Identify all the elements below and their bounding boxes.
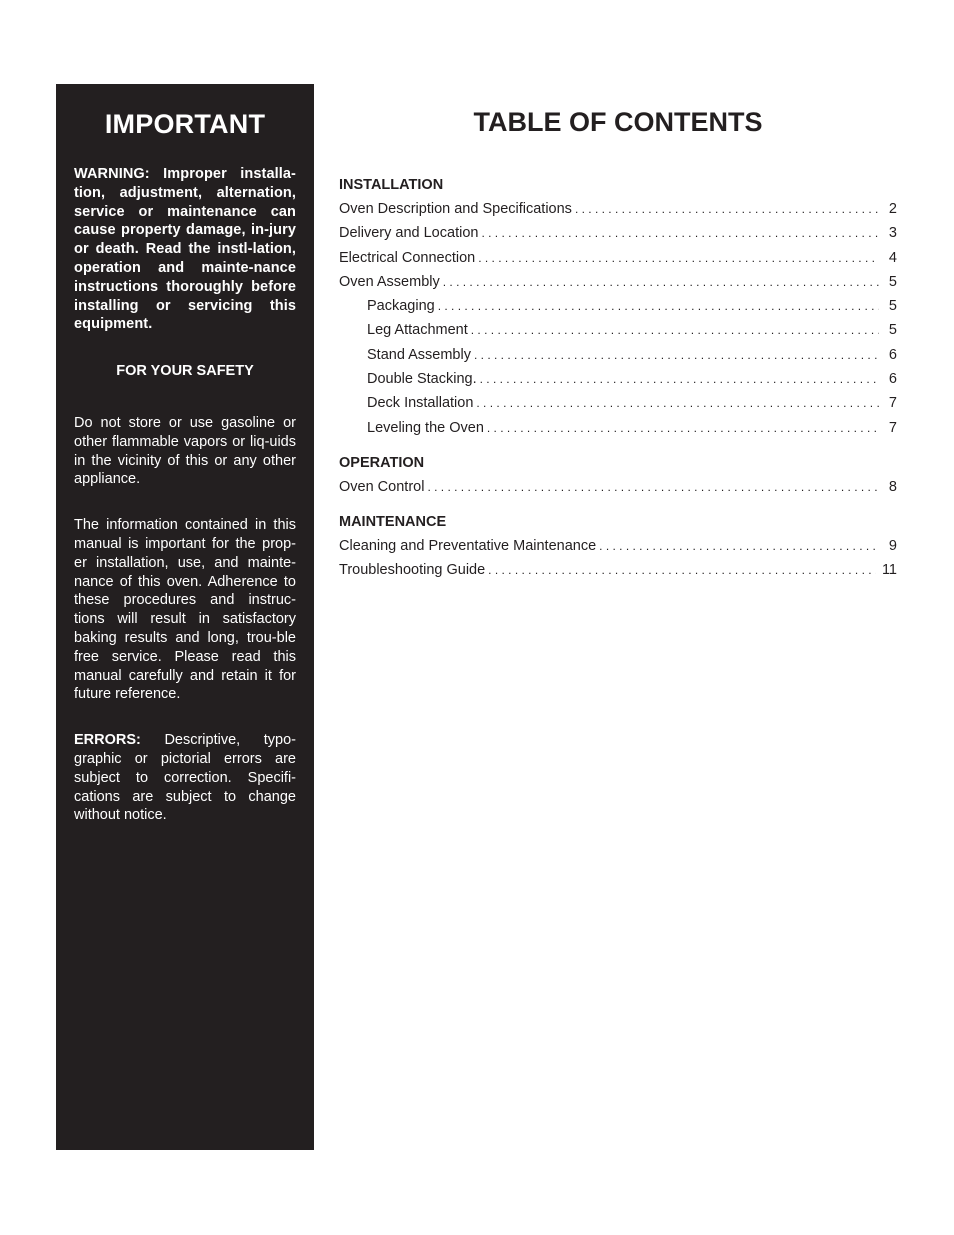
toc-entry-page: 5 — [888, 298, 897, 315]
table-of-contents — [339, 84, 897, 579]
toc-entry-page: 3 — [888, 225, 897, 242]
errors-text: Descriptive, typo-graphic or pictorial errors are subject to correction. Specifi-cations are subject to change without notice. — [74, 732, 296, 824]
toc-section-maintenance: MAINTENANCE — [339, 513, 447, 530]
toc-entry[interactable] — [339, 561, 897, 579]
toc-entry[interactable] — [339, 537, 897, 555]
sidebar-title: IMPORTANT — [104, 109, 266, 139]
toc-entry-label: Packaging — [367, 298, 435, 315]
toc-entry-label: Double Stacking. — [367, 371, 477, 388]
toc-entry[interactable] — [339, 224, 897, 242]
toc-entry-page: 9 — [888, 537, 897, 554]
dot-leader — [478, 249, 879, 267]
toc-entry-label: Leveling the Oven — [367, 419, 484, 436]
dot-leader — [488, 561, 876, 579]
dot-leader — [476, 394, 879, 412]
toc-entry-label: Oven Control — [339, 478, 425, 495]
toc-entry-page: 5 — [888, 273, 897, 290]
errors-lead: ERRORS: — [74, 732, 141, 749]
dot-leader — [474, 346, 879, 364]
toc-entry-label: Troubleshooting Guide — [339, 561, 486, 578]
dot-leader — [575, 200, 879, 218]
toc-entry-page: 6 — [888, 346, 897, 363]
dot-leader — [427, 478, 879, 496]
safety-heading: FOR YOUR SAFETY — [116, 363, 254, 380]
toc-entry-page: 2 — [888, 201, 897, 217]
toc-subentry[interactable] — [339, 370, 897, 388]
toc-entry-page: 6 — [888, 371, 897, 388]
toc-entry[interactable] — [339, 273, 897, 291]
dot-leader — [471, 321, 879, 339]
warning-text: WARNING: Improper installa-tion, adjustment, alternation, service or maintenance can cause property damage, in-jury or death. Read the instl-lation, operation and mainte-nance instructions thoroughly before installing or servicing this equipment. — [74, 166, 296, 333]
toc-subentry[interactable] — [339, 394, 897, 412]
toc-entry-label: Electrical Connection — [339, 249, 476, 266]
toc-entry[interactable] — [339, 478, 897, 496]
toc-entry-page: 7 — [888, 419, 897, 436]
toc-entry-label: Stand Assembly — [367, 346, 471, 363]
toc-section-operation: OPERATION — [339, 454, 425, 471]
dot-leader — [443, 273, 879, 291]
toc-subentry[interactable] — [339, 297, 897, 315]
dot-leader — [480, 370, 879, 388]
manual-information-text: The information contained in this manual is important for the prop-er installation, use, and mainte-nance of this oven. Adherence to these procedures and instruc-tions will result in satisfactory baking results and long, trou-ble free service. Please read this manual carefully and retain it for future reference. — [74, 517, 296, 703]
toc-entry-label: Deck Installation — [367, 395, 474, 412]
dot-leader — [438, 297, 879, 315]
dot-leader — [487, 419, 879, 437]
toc-entry-label: Oven Description and Specifications — [339, 201, 572, 217]
toc-entry-label: Delivery and Location — [339, 225, 479, 242]
toc-subentry[interactable] — [339, 419, 897, 437]
toc-entry-page: 5 — [888, 322, 897, 339]
toc-entry-page: 8 — [888, 478, 897, 495]
toc-entry-page: 4 — [888, 249, 897, 266]
toc-entry-label: Leg Attachment — [367, 322, 468, 339]
toc-subentry[interactable] — [339, 346, 897, 364]
toc-entry-label: Cleaning and Preventative Maintenance — [339, 537, 597, 554]
gasoline-warning-text: Do not store or use gasoline or other flammable vapors or liq-uids in the vicinity of this or any other appliance. — [74, 414, 296, 488]
toc-entry[interactable] — [339, 249, 897, 267]
toc-section-installation: INSTALLATION — [339, 177, 444, 193]
dot-leader — [481, 224, 879, 242]
dot-leader — [599, 537, 879, 555]
toc-subentry[interactable] — [339, 321, 897, 339]
errors-notice — [74, 731, 296, 825]
toc-entry-page: 11 — [881, 561, 897, 578]
toc-entry-label: Oven Assembly — [339, 273, 440, 290]
toc-entry-page: 7 — [888, 395, 897, 412]
toc-entry[interactable] — [339, 200, 897, 218]
toc-title: TABLE OF CONTENTS — [473, 107, 763, 137]
important-sidebar — [56, 84, 314, 1150]
